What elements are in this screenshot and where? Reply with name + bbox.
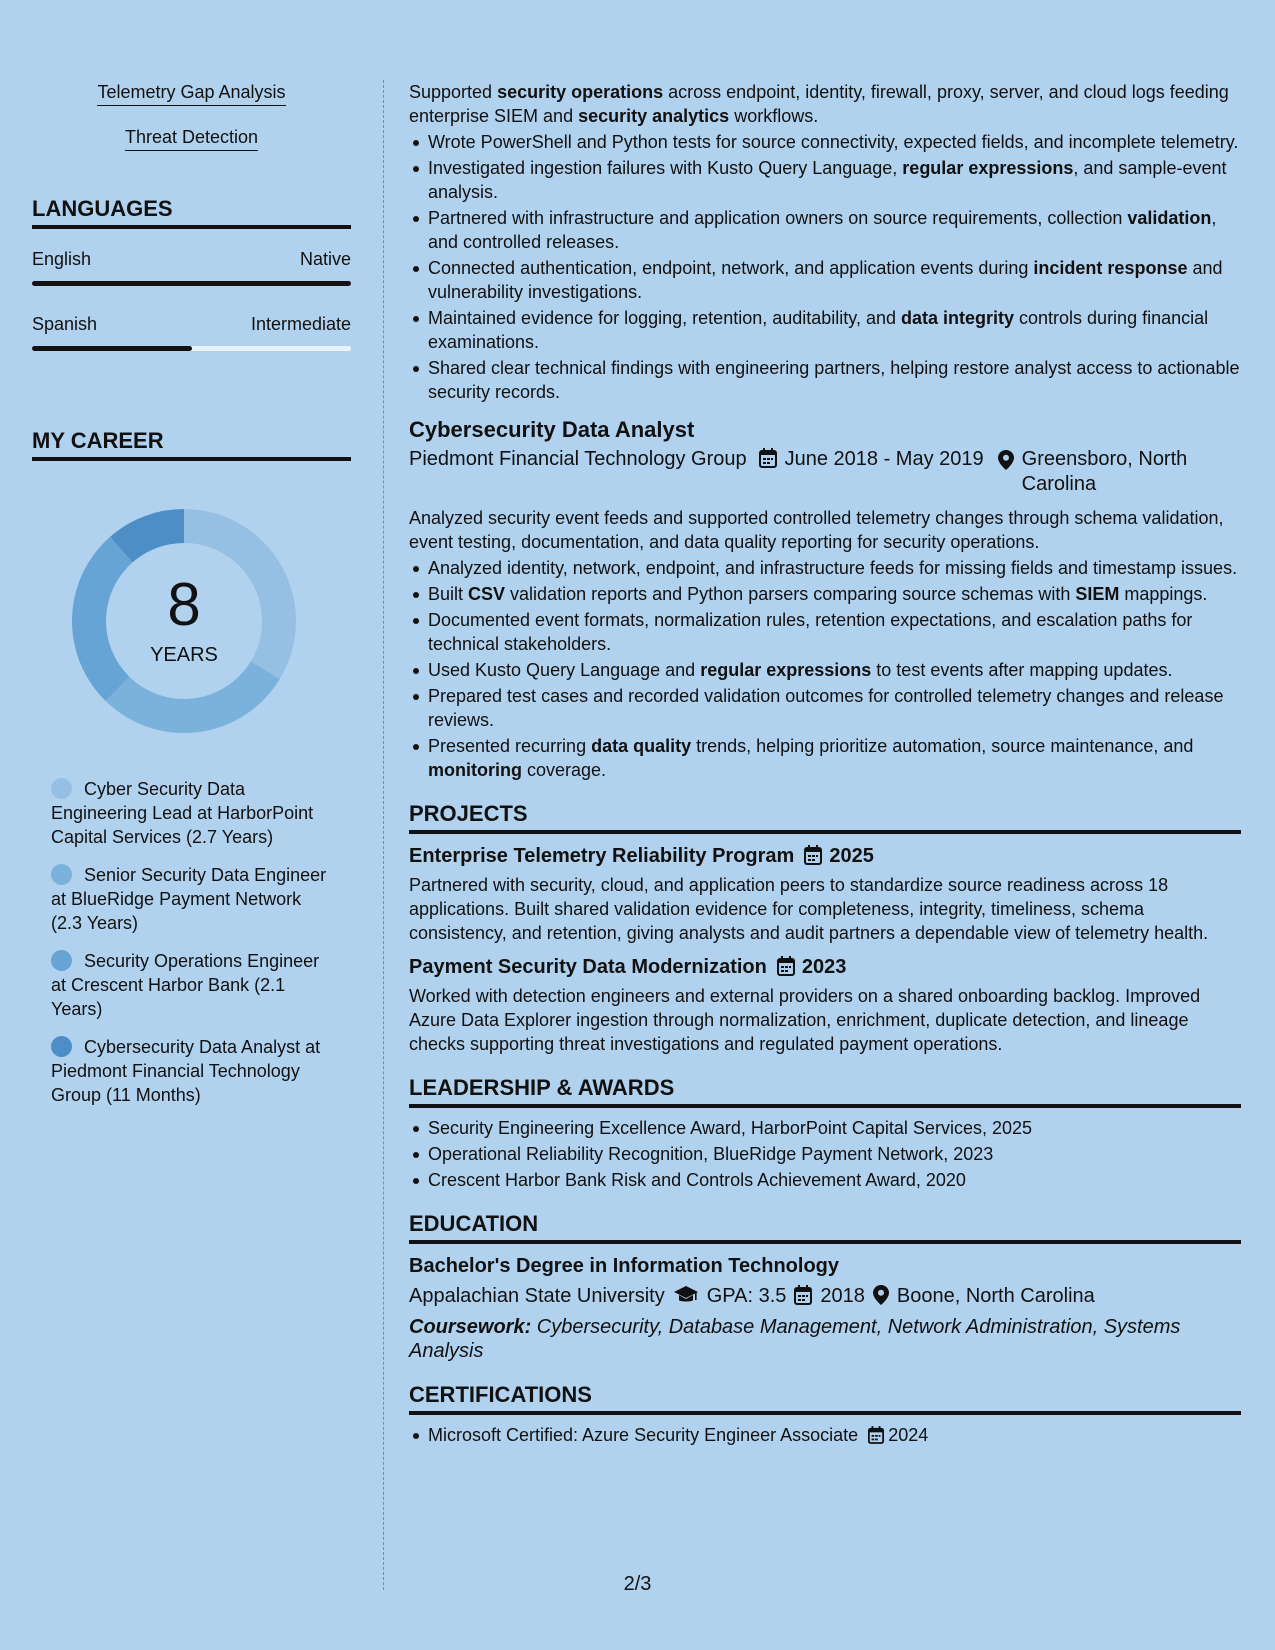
calendar-icon: [777, 956, 795, 976]
project-title-row: [409, 954, 1241, 980]
sidebar: [32, 80, 351, 1121]
job-dates-wrap: [759, 447, 984, 497]
language-proficiency-fill: [32, 281, 351, 286]
job-bullet: Analyzed identity, network, endpoint, and infrastructure feeds for missing fields and timestamp issues.: [409, 556, 1241, 580]
job-meta: [409, 447, 1241, 497]
languages-title: LANGUAGES: [32, 195, 351, 229]
project-year: 2023: [801, 956, 847, 978]
job-company: Piedmont Financial Technology Group: [409, 448, 747, 470]
job-bullet: Shared clear technical findings with engineering partners, helping restore analyst access to actionable security records.: [409, 356, 1241, 404]
awards-title: LEADERSHIP & AWARDS: [409, 1074, 1241, 1108]
legend-dot: [51, 1036, 72, 1057]
job-bullet: Investigated ingestion failures with Kusto Query Language, regular expressions, and sample-event analysis.: [409, 156, 1241, 204]
language-item: [32, 247, 351, 286]
job-bullet: Wrote PowerShell and Python tests for source connectivity, expected fields, and incomplete telemetry.: [409, 130, 1241, 154]
project-entry: [409, 954, 1241, 1056]
job-bullets: [409, 556, 1241, 782]
job-location-wrap: [998, 447, 1218, 497]
school-name: Appalachian State University: [409, 1285, 665, 1307]
career-legend-label: Security Operations Engineer at Crescent Harbor Bank (2.1 Years): [51, 951, 320, 1019]
awards-section: [409, 1074, 1241, 1192]
career-legend-label: Senior Security Data Engineer at BlueRidge Payment Network (2.3 Years): [51, 865, 327, 933]
calendar-icon: [759, 448, 777, 468]
language-level: Intermediate: [250, 314, 351, 334]
gpa: GPA: 3.5: [706, 1285, 787, 1307]
location-pin-icon: [873, 1285, 889, 1305]
skill-links: [32, 80, 351, 170]
award-item: Security Engineering Excellence Award, HarborPoint Capital Services, 2025: [409, 1116, 1241, 1140]
project-description: Worked with detection engineers and external providers on a shared onboarding backlog. Improved Azure Data Explorer ingestion through normalization, enrichment, duplicate detection, and lineage checks supporting threat investigations and regulated payment operations.: [409, 986, 1201, 1054]
legend-dot: [51, 778, 72, 799]
career-legend-item: [51, 777, 331, 849]
career-donut-chart: [64, 501, 304, 741]
career-legend-label: Cybersecurity Data Analyst at Piedmont Financial Technology Group (11 Months): [51, 1037, 321, 1105]
languages-section: [32, 195, 351, 351]
certification-name: Microsoft Certified: Azure Security Engineer Associate: [428, 1425, 859, 1445]
skill-link[interactable]: Telemetry Gap Analysis: [97, 80, 285, 106]
job-bullet: Connected authentication, endpoint, network, and application events during incident response and vulnerability investigations.: [409, 256, 1241, 304]
project-title-row: [409, 843, 1241, 869]
project-year: 2025: [829, 845, 874, 867]
job-title: Cybersecurity Data Analyst: [409, 417, 695, 442]
job-summary: Analyzed security event feeds and supported controlled telemetry changes through schema validation, event testing, documentation, and data quality reporting for security operations.: [409, 508, 1224, 552]
career-legend-item: [51, 949, 331, 1021]
previous-job-continued: [409, 80, 1241, 404]
award-item: Crescent Harbor Bank Risk and Controls Achievement Award, 2020: [409, 1168, 1241, 1192]
project-title: Enterprise Telemetry Reliability Program: [409, 845, 795, 867]
career-legend-item: [51, 863, 331, 935]
education-section: [409, 1210, 1241, 1363]
calendar-icon: [804, 845, 822, 865]
job-bullets: [409, 130, 1241, 404]
degree-title: Bachelor's Degree in Information Technology: [409, 1255, 840, 1277]
certifications-section: [409, 1381, 1241, 1447]
skill-link[interactable]: Threat Detection: [125, 125, 258, 151]
language-item: [32, 312, 351, 351]
donut-slice-1: [106, 661, 280, 733]
calendar-icon: [794, 1285, 812, 1305]
job-summary: Supported security operations across endpoint, identity, firewall, proxy, server, and cloud logs feeding enterprise SIEM and security analytics workflows.: [409, 82, 1229, 126]
job-location: Greensboro, North Carolina: [1021, 448, 1188, 495]
page-number: 2/3: [623, 1573, 652, 1595]
career-legend: [51, 777, 331, 1107]
career-section: [32, 427, 351, 1107]
column-divider: [383, 80, 384, 1590]
legend-dot: [51, 864, 72, 885]
certification-year: 2024: [888, 1425, 929, 1445]
coursework: [409, 1315, 1241, 1363]
language-level: Native: [299, 249, 351, 269]
main-content: [409, 80, 1241, 1447]
certifications-list: [409, 1423, 1241, 1447]
graduation-cap-icon: [673, 1285, 699, 1305]
job-bullet: Built CSV validation reports and Python parsers comparing source schemas with SIEM mappings.: [409, 582, 1241, 606]
career-legend-label: Cyber Security Data Engineering Lead at HarborPoint Capital Services (2.7 Years): [51, 779, 314, 847]
job-bullet: Used Kusto Query Language and regular expressions to test events after mapping updates.: [409, 658, 1241, 682]
project-description: Partnered with security, cloud, and application peers to standardize source readiness across 18 applications. Built shared validation evidence for completeness, integrity, timeliness, schema consistency, and retention, giving analysts and audit partners a dependable view of telemetry health.: [409, 875, 1209, 943]
job-bullet: Documented event formats, normalization rules, retention expectations, and escalation paths for technical stakeholders.: [409, 608, 1241, 656]
legend-dot: [51, 950, 72, 971]
projects-title: PROJECTS: [409, 800, 1241, 834]
coursework-list: Cybersecurity, Database Management, Network Administration, Systems Analysis: [409, 1316, 1181, 1362]
coursework-label: Coursework:: [409, 1316, 532, 1338]
calendar-icon: [868, 1426, 884, 1444]
education-title: EDUCATION: [409, 1210, 1241, 1244]
job-bullet: Presented recurring data quality trends, helping prioritize automation, source maintenance, and monitoring coverage.: [409, 734, 1241, 782]
job-bullet: Prepared test cases and recorded validation outcomes for controlled telemetry changes and release reviews.: [409, 684, 1241, 732]
certification-item: [409, 1423, 1241, 1447]
job-bullet: Partnered with infrastructure and application owners on source requirements, collection validation, and controlled releases.: [409, 206, 1241, 254]
awards-list: [409, 1116, 1241, 1192]
school-location: Boone, North Carolina: [896, 1285, 1095, 1307]
certifications-title: CERTIFICATIONS: [409, 1381, 1241, 1415]
project-title: Payment Security Data Modernization: [409, 956, 767, 978]
award-item: Operational Reliability Recognition, BlueRidge Payment Network, 2023: [409, 1142, 1241, 1166]
language-proficiency-fill: [32, 346, 192, 351]
job-entry: [409, 416, 1241, 782]
project-entry: [409, 843, 1241, 945]
career-total-unit: YEARS: [150, 644, 218, 666]
location-pin-icon: [998, 450, 1014, 470]
career-title: MY CAREER: [32, 427, 351, 461]
career-total-number: 8: [167, 571, 201, 638]
language-proficiency-bar: [32, 346, 351, 351]
education-meta: [409, 1283, 1241, 1309]
career-legend-item: [51, 1035, 331, 1107]
language-name: Spanish: [32, 314, 98, 334]
job-bullet: Maintained evidence for logging, retention, auditability, and data integrity controls during financial examinations.: [409, 306, 1241, 354]
language-name: English: [32, 249, 92, 269]
job-dates: June 2018 - May 2019: [784, 448, 984, 470]
projects-section: [409, 800, 1241, 1056]
graduation-year: 2018: [820, 1285, 865, 1307]
language-proficiency-bar: [32, 281, 351, 286]
